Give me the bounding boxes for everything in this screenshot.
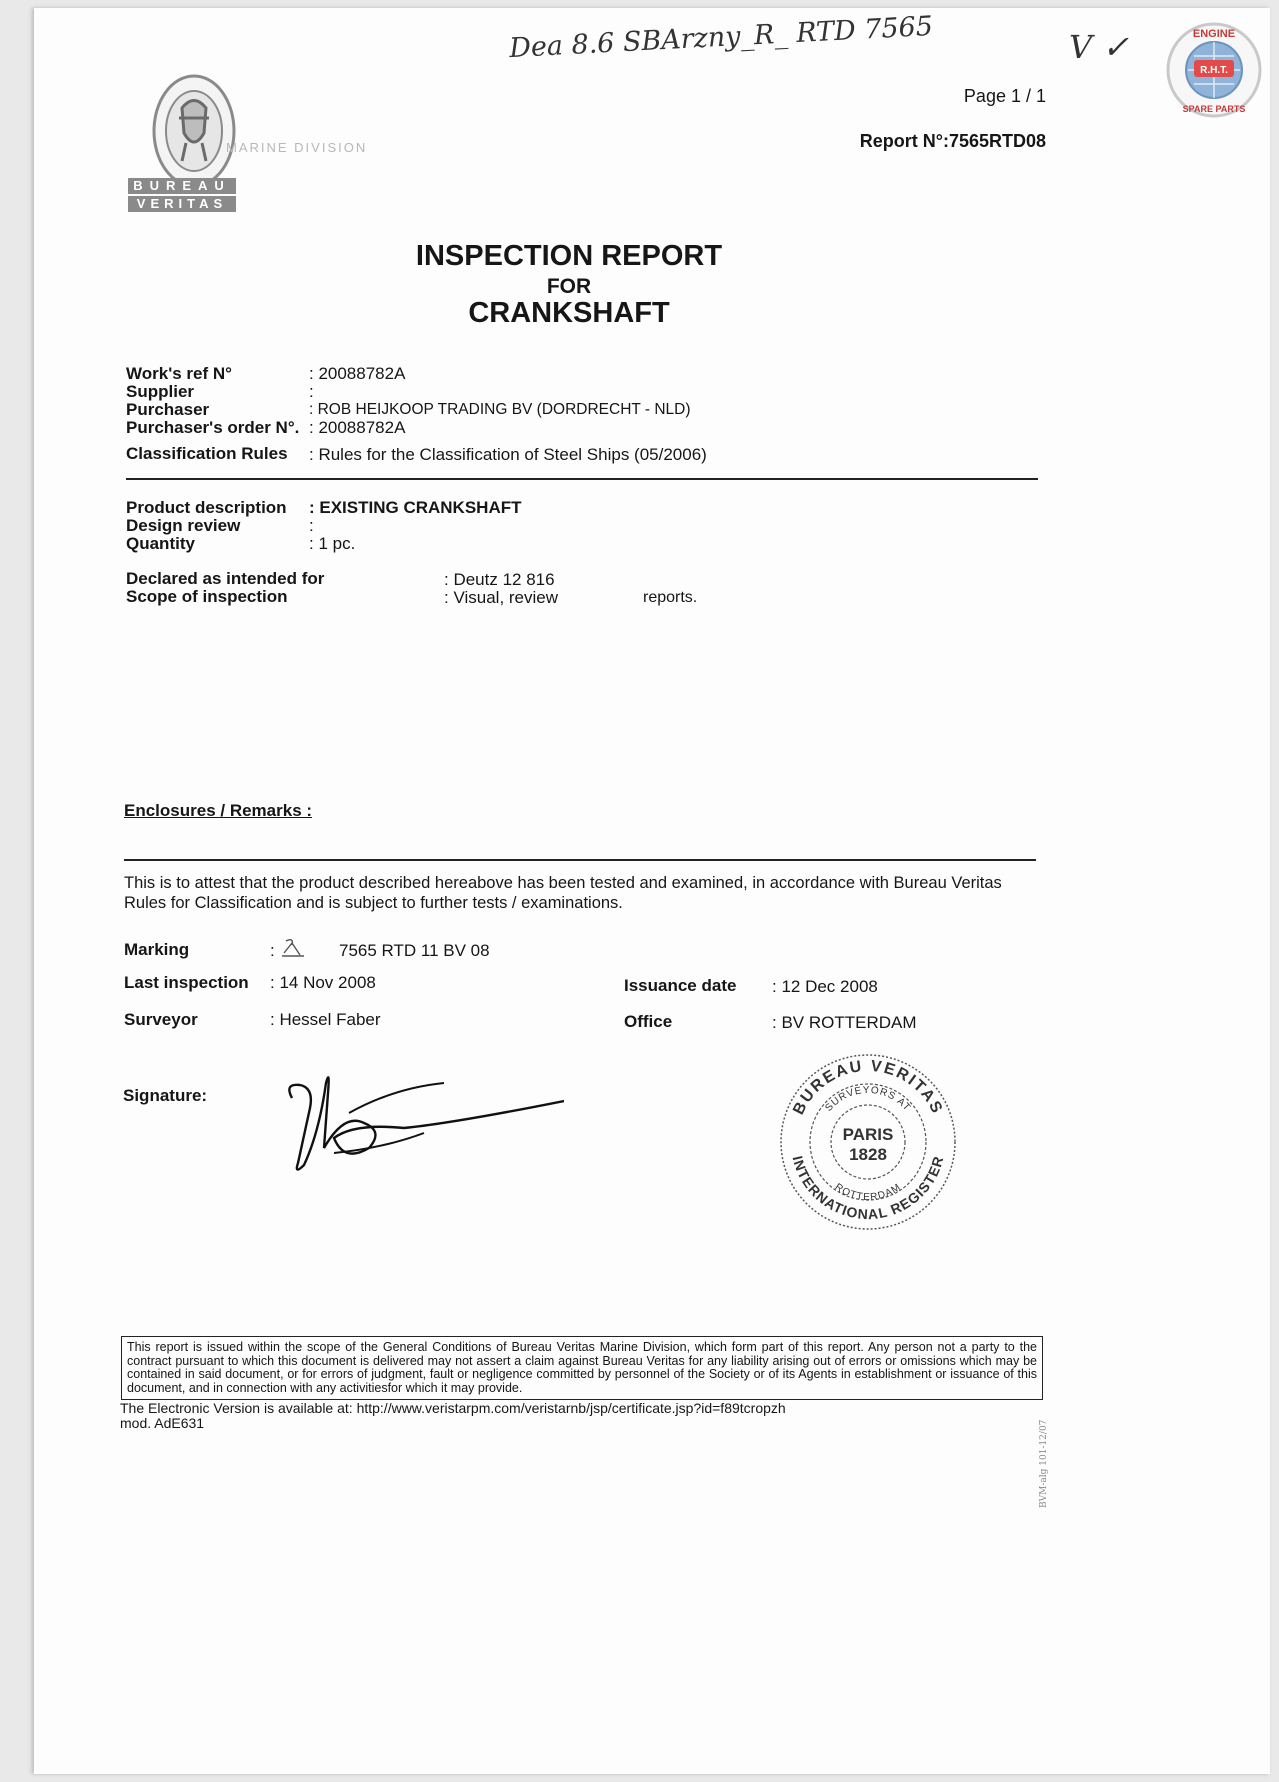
handwritten-signature bbox=[274, 1053, 564, 1183]
surveyor-label: Surveyor bbox=[124, 1010, 198, 1029]
design-review-label: Design review bbox=[126, 516, 241, 535]
works-ref-label: Work's ref N° bbox=[126, 364, 232, 383]
bureau-veritas-official-stamp bbox=[777, 1051, 959, 1233]
scope-label: Scope of inspection bbox=[126, 587, 288, 606]
signature-label: Signature: bbox=[123, 1086, 208, 1105]
declared-intended-value: : Deutz 12 816 bbox=[444, 570, 555, 589]
disclaimer-box: This report is issued within the scope of the General Conditions of Bureau Veritas Marine Division, which form part of this report. Any person not a party to the contract pursuant to which this document is delivered may not assert a claim against Bureau Veritas for any liability arising out of errors or omissions which may be contained in said document, or for errors of judgment, fault or negligence committed by personnel of the Society or of its Agents in establishment or issuance of this document, and in connection with any activitiesfor which it may provide. bbox=[121, 1336, 1043, 1400]
stamp-center-text: R.H.T. bbox=[1200, 65, 1228, 76]
stamp-inner-top: SURVEYORS AT bbox=[823, 1084, 913, 1114]
classification-rules-label: Classification Rules bbox=[126, 444, 288, 463]
title-for: FOR bbox=[546, 275, 592, 298]
form-code: mod. AdE631 bbox=[120, 1415, 205, 1431]
title-crankshaft: CRANKSHAFT bbox=[468, 297, 670, 329]
quantity-label: Quantity bbox=[126, 534, 195, 553]
stamp-year: 1828 bbox=[849, 1145, 887, 1164]
product-description-label: Product description bbox=[126, 498, 287, 517]
marking-symbol-icon bbox=[280, 937, 306, 959]
purchaser-label: Purchaser bbox=[126, 400, 210, 419]
bureau-wordmark: BUREAU bbox=[128, 178, 236, 194]
office-label: Office bbox=[624, 1012, 673, 1031]
divider-middle bbox=[124, 859, 1036, 861]
svg-text:INTERNATIONAL REGISTER bbox=[790, 1154, 947, 1222]
enclosures-remarks-heading: Enclosures / Remarks : bbox=[124, 801, 313, 820]
quantity-value: : 1 pc. bbox=[309, 534, 356, 553]
side-form-code: BVM-alg 101-12/07 bbox=[1039, 1419, 1049, 1508]
handwritten-reference: Dea 8.6 SBArzny_R_ RTD 7565 bbox=[508, 10, 934, 65]
classification-rules-value: : Rules for the Classification of Steel Ships (05/2006) bbox=[309, 445, 707, 464]
attestation-text: This is to attest that the product described hereabove has been tested and examined, in accordance with Bureau Veritas Rules for Classification and is subject to further tests / examinations. bbox=[124, 874, 1002, 912]
electronic-version-link[interactable]: The Electronic Version is available at: http://www.veristarpm.com/veristarnb/jsp/certificate.jsp?id=f89tcropzh bbox=[120, 1400, 786, 1416]
design-review-value: : bbox=[309, 516, 314, 535]
handwritten-checkmarks: V ✓ bbox=[1069, 28, 1130, 66]
marine-division-label: MARINE DIVISION bbox=[226, 140, 368, 155]
last-inspection-label: Last inspection bbox=[124, 973, 249, 992]
scope-value: : Visual, review bbox=[444, 588, 559, 607]
order-label: Purchaser's order N°. bbox=[126, 418, 300, 437]
title-inspection-report: INSPECTION REPORT bbox=[415, 240, 723, 272]
stamp-top-text: ENGINE bbox=[1192, 28, 1236, 40]
stamp-outer-top: BUREAU VERITAS bbox=[790, 1057, 946, 1118]
marking-value: 7565 RTD 11 BV 08 bbox=[339, 941, 490, 960]
marking-colon: : bbox=[270, 941, 275, 960]
stamp-inner-bottom: ROTTERDAM bbox=[832, 1181, 904, 1204]
engine-spare-parts-stamp bbox=[1164, 20, 1264, 120]
issuance-date-label: Issuance date bbox=[624, 976, 737, 995]
veritas-wordmark: VERITAS bbox=[128, 196, 236, 212]
surveyor-value: : Hessel Faber bbox=[270, 1010, 381, 1029]
product-description-value: : EXISTING CRANKSHAFT bbox=[309, 498, 522, 517]
issuance-date-value: : 12 Dec 2008 bbox=[772, 977, 878, 996]
svg-text:SURVEYORS AT bbox=[823, 1085, 912, 1114]
last-inspection-value: : 14 Nov 2008 bbox=[270, 973, 376, 992]
stamp-city: PARIS bbox=[842, 1125, 894, 1144]
stamp-outer-bottom: INTERNATIONAL REGISTER bbox=[789, 1153, 947, 1223]
supplier-label: Supplier bbox=[126, 382, 195, 401]
order-value: : 20088782A bbox=[309, 418, 406, 437]
supplier-value: : bbox=[309, 382, 314, 401]
works-ref-value: : 20088782A bbox=[309, 364, 406, 383]
svg-text:ROTTERDAM bbox=[833, 1182, 904, 1203]
purchaser-value: : ROB HEIJKOOP TRADING BV (DORDRECHT - NLD) bbox=[309, 401, 691, 418]
declared-intended-label: Declared as intended for bbox=[126, 569, 325, 588]
divider-top bbox=[126, 478, 1038, 480]
marking-label: Marking bbox=[124, 940, 190, 959]
scope-tail: reports. bbox=[643, 589, 698, 606]
document-page bbox=[34, 8, 1270, 1774]
page-number: Page 1 / 1 bbox=[963, 86, 1046, 106]
stamp-bottom-text: SPARE PARTS bbox=[1182, 104, 1246, 114]
office-value: : BV ROTTERDAM bbox=[772, 1013, 917, 1032]
report-number: Report N°:7565RTD08 bbox=[859, 131, 1046, 151]
